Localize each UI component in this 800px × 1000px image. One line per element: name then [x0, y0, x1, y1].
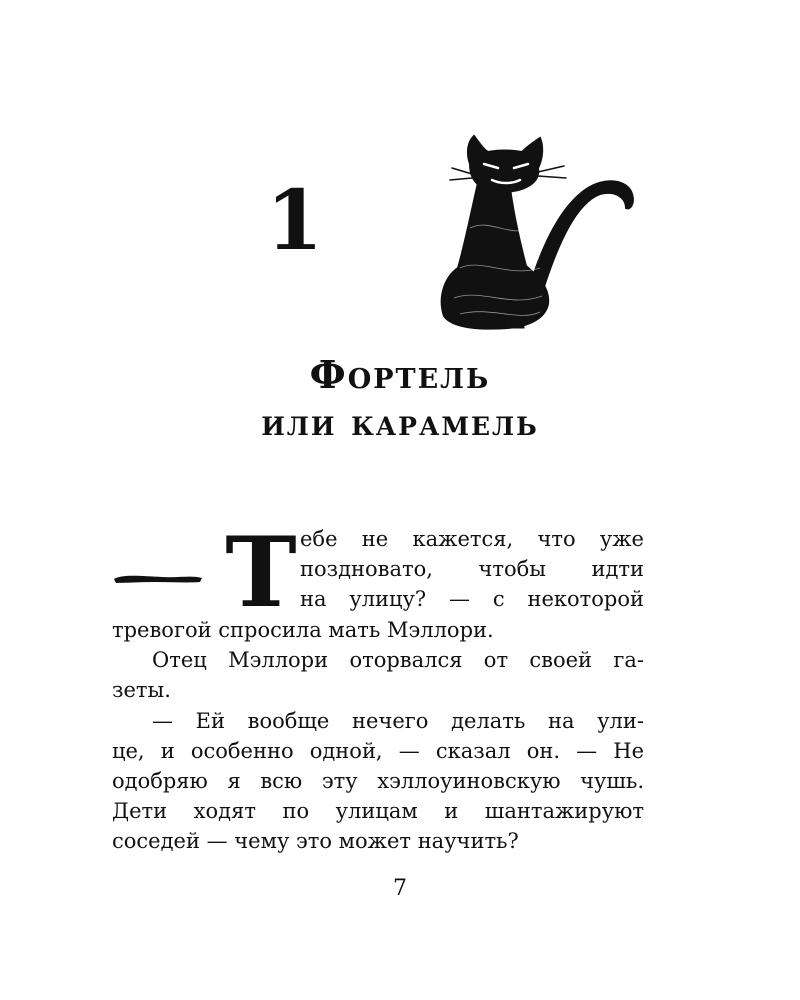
dialogue-dash-ornament [112, 570, 204, 586]
text-line-2: поздновато, чтобы идти [300, 557, 644, 581]
drop-cap-letter: Т [225, 526, 297, 612]
chapter-number: 1 [266, 173, 324, 269]
text-line-11: соседей — чему это может научить? [112, 829, 519, 853]
black-cat-illustration [430, 128, 645, 338]
text-line-9: одобряю я всю эту хэллоуиновскую чушь. [112, 769, 644, 793]
chapter-title-line-1: Фортель [309, 352, 491, 397]
drop-cap [222, 526, 300, 612]
text-line-6: зеты. [112, 678, 171, 702]
text-line-8: це, и особенно одной, — сказал он. — Не [112, 739, 644, 763]
chapter-title-line-2: или карамель [261, 402, 539, 444]
text-line-5: Отец Мэллори оторвался от своей га- [152, 648, 644, 672]
text-line-10: Дети ходят по улицам и шантажируют [112, 799, 644, 823]
text-line-7: — Ей вообще нечего делать на ули- [152, 709, 644, 733]
page-number: 7 [393, 876, 407, 901]
text-line-3: на улицу? — с некоторой [300, 587, 644, 611]
text-line-1: ебе не кажется, что уже [300, 527, 644, 551]
text-line-4: тревогой спросила мать Мэллори. [112, 618, 494, 642]
